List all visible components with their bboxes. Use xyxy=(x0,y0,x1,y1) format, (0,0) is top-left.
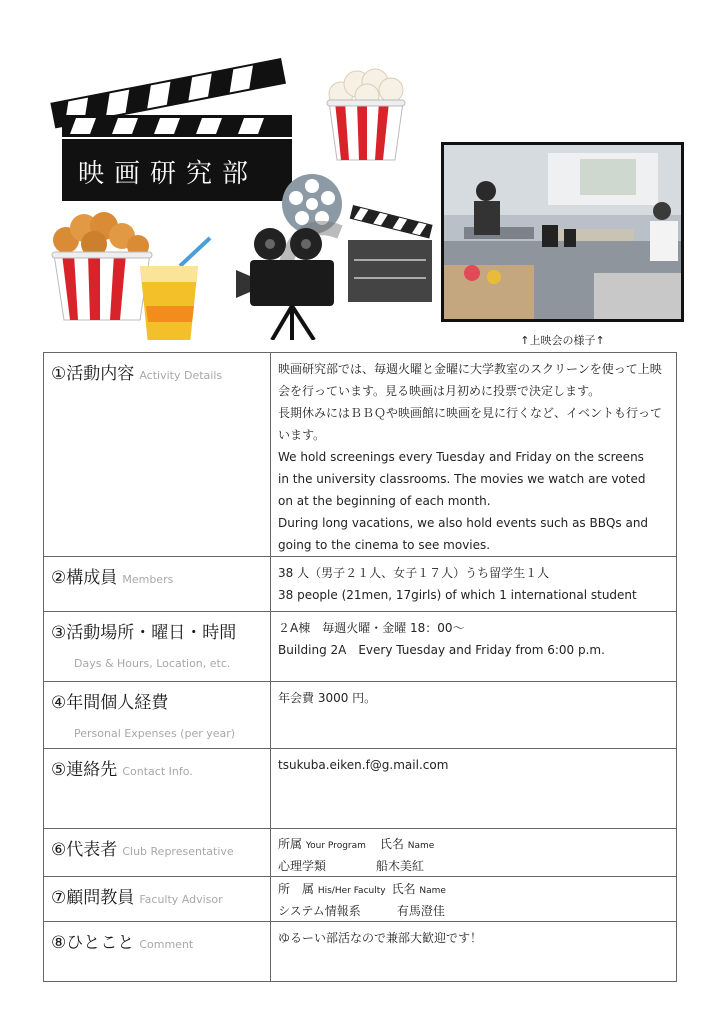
club-title: 映画研究部 xyxy=(78,159,259,189)
row-title: ②構成員 xyxy=(51,568,118,588)
popcorn-icon xyxy=(52,212,152,320)
table-row xyxy=(44,877,677,922)
clapperboard-icon xyxy=(348,205,433,302)
row-title: ④年間個人経費 xyxy=(51,693,169,713)
row-label xyxy=(44,612,271,682)
table-row xyxy=(44,557,677,612)
screening-photo xyxy=(441,142,684,322)
contact-info xyxy=(271,749,677,829)
row-label xyxy=(44,557,271,612)
club-representative: 所属 Your Program 氏名 Name 心理学類 船木美紅 xyxy=(271,829,677,877)
row-title-en: Club Representative xyxy=(122,845,234,858)
row-label xyxy=(44,877,271,922)
table-row xyxy=(44,749,677,829)
contact-email[interactable]: tsukuba.eiken.f@g.mail.com xyxy=(278,758,449,772)
members: 38 人（男子２１人、女子１７人）うち留学生１人 38 people (21men, 17girls) of which 1 international student xyxy=(271,557,677,612)
row-title-en: Contact Info. xyxy=(122,765,193,778)
photo-caption: ↑上映会の様子↑ xyxy=(520,334,605,347)
club-info-table xyxy=(43,352,677,982)
row-title: ⑥代表者 xyxy=(51,840,118,860)
row-title-en: Faculty Advisor xyxy=(139,893,223,906)
row-title-en: Comment xyxy=(139,938,194,951)
row-title: ⑧ひとこと xyxy=(51,933,135,953)
row-label xyxy=(44,353,271,557)
table-row xyxy=(44,353,677,557)
row-title-en: Activity Details xyxy=(139,369,223,382)
row-title-en: Personal Expenses (per year) xyxy=(74,727,236,740)
header-illustration xyxy=(40,40,440,340)
activity-details: 映画研究部では、毎週火曜と金曜に大学教室のスクリーンを使って上映 会を行っています。見る映画は月初めに投票で決定します。 長期休みにはＢＢＱや映画館に映画を見に行くなど、イベントも行って います。 We hold screenings every Tuesday and Friday on the screens in the university classrooms. The movies we watch are voted on at the beginning of each month. During long vacations, we also hold events such as BBQs and going to the cinema to see movies. xyxy=(271,353,677,557)
faculty-advisor: 所 属 His/Her Faculty 氏名 Name システム情報系 有馬澄佳 xyxy=(271,877,677,922)
table-row xyxy=(44,612,677,682)
location-schedule: ２A棟 毎週火曜・金曜 18：00～ Building 2A Every Tuesday and Friday from 6:00 p.m. xyxy=(271,612,677,682)
table-row xyxy=(44,922,677,982)
personal-expenses: 年会費 3000 円。 xyxy=(271,682,677,749)
row-title-en: Members xyxy=(122,573,174,586)
popcorn-icon xyxy=(327,69,405,160)
row-label xyxy=(44,682,271,749)
row-label xyxy=(44,829,271,877)
row-title: ③活動場所・曜日・時間 xyxy=(51,623,237,643)
movie-camera-icon xyxy=(236,228,334,340)
row-title: ⑦顧問教員 xyxy=(51,888,135,908)
row-title: ⑤連絡先 xyxy=(51,760,118,780)
row-label xyxy=(44,922,271,982)
comment: ゆるーい部活なので兼部大歓迎です！ xyxy=(271,922,677,982)
row-title-en: Days & Hours, Location, etc. xyxy=(74,657,231,670)
clapperboard-icon xyxy=(50,58,292,201)
table-row xyxy=(44,682,677,749)
row-title: ①活動内容 xyxy=(51,364,135,384)
row-label xyxy=(44,749,271,829)
table-row xyxy=(44,829,677,877)
